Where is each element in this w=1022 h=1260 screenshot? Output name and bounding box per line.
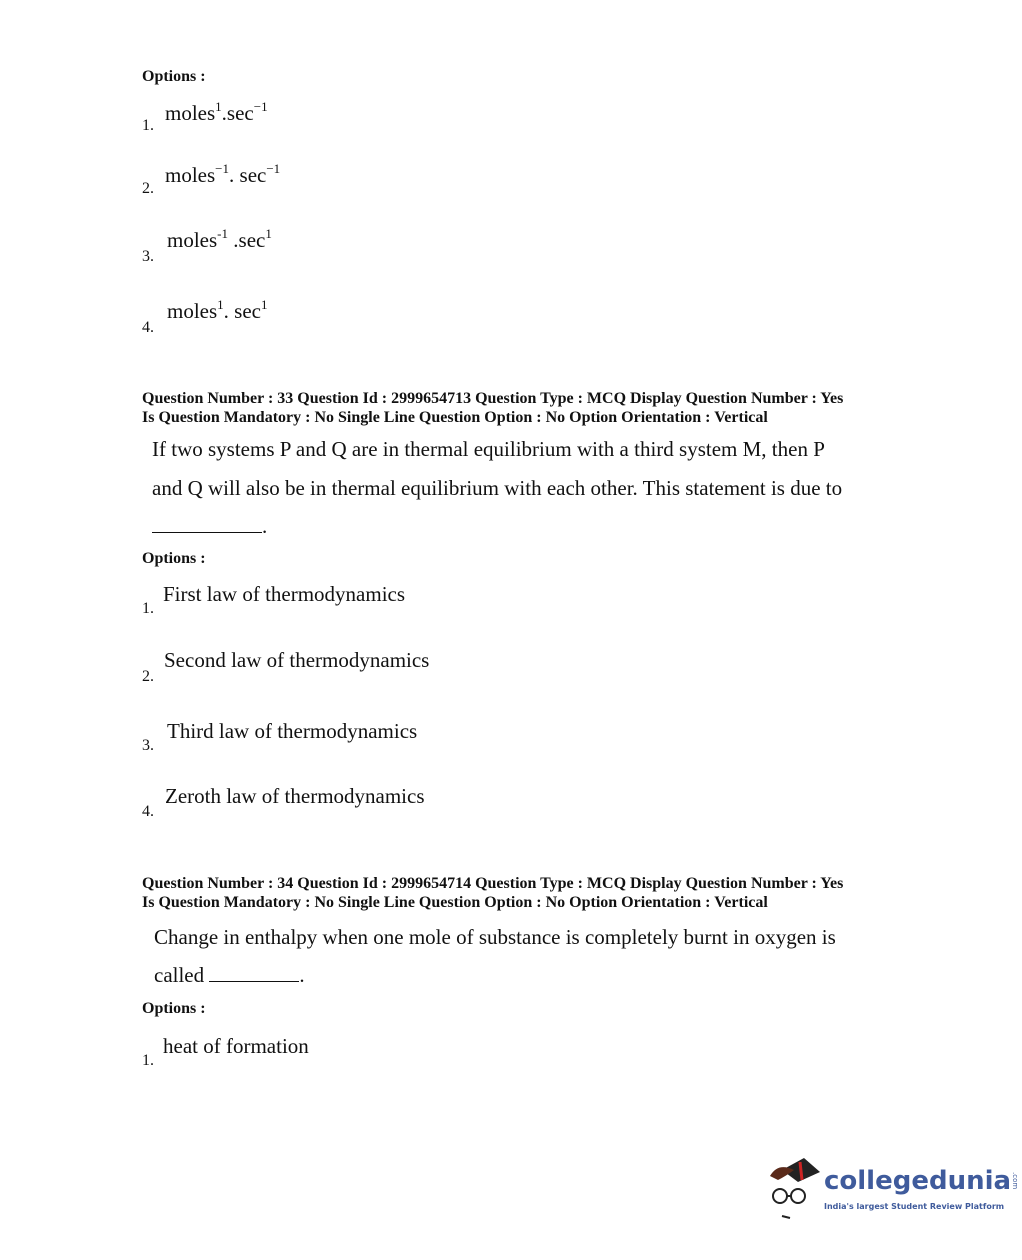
answer-blank: .: [152, 514, 267, 539]
collegedunia-logo: [764, 1152, 1020, 1224]
option-number: 1.: [142, 600, 154, 617]
option-text: Zeroth law of thermodynamics: [165, 784, 425, 808]
option-text: moles$^{-1}$ $.\sec^1$: [167, 226, 272, 252]
question-meta: Question Number : 33 Question Id : 2999654713 Question Type : MCQ Display Question Number : Yes: [142, 390, 844, 407]
option-number: 1.: [142, 1052, 154, 1069]
options-label: Options :: [142, 550, 206, 567]
option-number: 2.: [142, 668, 154, 685]
question-text: called .: [154, 963, 305, 987]
question-text: Change in enthalpy when one mole of substance is completely burnt in oxygen is: [154, 925, 836, 949]
option-text: moles$^1$. $\sec^1$: [167, 297, 268, 323]
logo-name: collegedunia.com: [824, 1166, 1020, 1196]
option-text: Third law of thermodynamics: [167, 719, 418, 743]
option-number: 4.: [142, 319, 154, 336]
mascot-icon: [764, 1152, 824, 1222]
options-label: Options :: [142, 68, 206, 85]
option-number: 3.: [142, 737, 154, 754]
logo-tagline: India's largest Student Review Platform: [824, 1202, 1005, 1211]
option-number: 2.: [142, 180, 154, 197]
option-number: 4.: [142, 803, 154, 820]
question-meta: Question Number : 34 Question Id : 2999654714 Question Type : MCQ Display Question Number : Yes: [142, 875, 844, 892]
option-text: moles$^{-1}$. $\sec^{-1}$: [165, 161, 281, 187]
option-text: Second law of thermodynamics: [164, 648, 430, 672]
option-text: First law of thermodynamics: [163, 582, 406, 606]
question-meta: Is Question Mandatory : No Single Line Question Option : No Option Orientation : Vertical: [142, 894, 768, 911]
question-meta: Is Question Mandatory : No Single Line Question Option : No Option Orientation : Vertical: [142, 409, 768, 426]
option-text: heat of formation: [163, 1034, 309, 1058]
option-number: 1.: [142, 117, 154, 134]
option-number: 3.: [142, 248, 154, 265]
question-text: and Q will also be in thermal equilibrium with each other. This statement is due to: [152, 476, 843, 500]
options-label: Options :: [142, 1000, 206, 1017]
question-text: If two systems P and Q are in thermal equilibrium with a third system M, then P: [152, 437, 825, 461]
option-text: $moles^1.\sec^{-1}$: [165, 99, 268, 125]
